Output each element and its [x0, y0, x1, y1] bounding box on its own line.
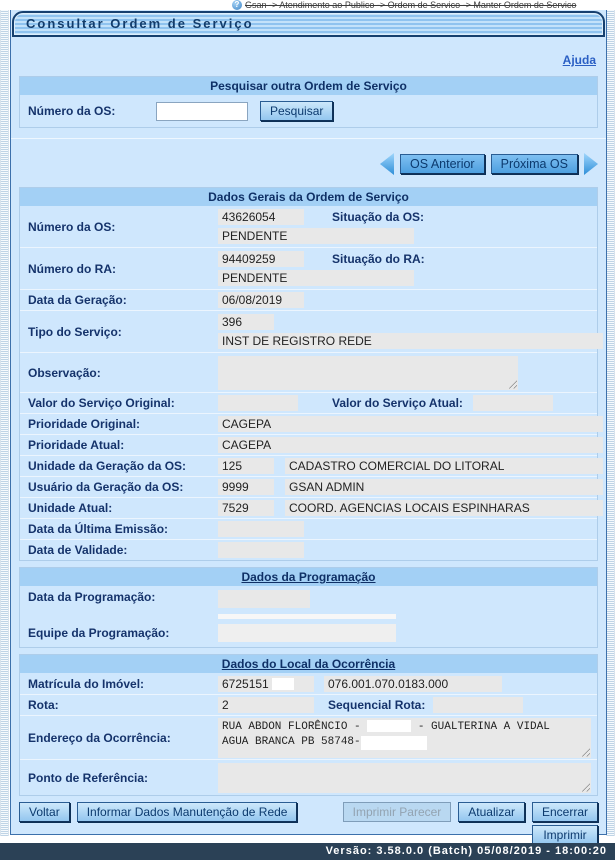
tipo-servico-row	[20, 310, 597, 352]
observacao-row	[20, 352, 597, 392]
valor-atual-value	[473, 395, 553, 411]
situacao-ra-value: PENDENTE	[218, 270, 414, 286]
help-icon[interactable]: ?	[232, 0, 242, 10]
unidade-atual-label: Unidade Atual:	[28, 501, 113, 515]
data-programacao-row	[20, 586, 597, 612]
prioridade-original-row	[20, 413, 597, 434]
local-section-header[interactable]: Dados do Local da Ocorrência	[20, 655, 597, 673]
usuario-geracao-label: Usuário da Geração da OS:	[28, 480, 184, 494]
situacao-os-value: PENDENTE	[218, 228, 414, 244]
valores-row	[20, 392, 597, 413]
rota-label: Rota:	[28, 698, 59, 712]
unidade-atual-code: 7529	[218, 500, 274, 516]
data-ultima-emissao-label: Data da Última Emissão:	[28, 522, 169, 536]
endereco-textarea[interactable]: RUA ABDON FLORÊNCIO - - GUALTERINA A VIDAL AGUA BRANCA PB 58748-	[218, 718, 591, 758]
redaction	[272, 678, 294, 690]
search-section	[19, 76, 598, 128]
observacao-textarea[interactable]	[218, 356, 518, 390]
divider	[11, 138, 606, 139]
usuario-geracao-row	[20, 476, 597, 497]
prioridade-original-value: CAGEPA	[218, 416, 603, 432]
atualizar-button[interactable]: Atualizar	[458, 802, 525, 822]
data-geracao-row	[20, 289, 597, 310]
usuario-geracao-desc: GSAN ADMIN	[285, 479, 603, 495]
data-programacao-label: Data da Programação:	[28, 590, 156, 604]
data-validade-row	[20, 539, 597, 560]
numero-os-row	[20, 206, 597, 247]
numero-ra-row	[20, 247, 597, 289]
unidade-geracao-label: Unidade da Geração da OS:	[28, 459, 187, 473]
numero-ra-label: Número do RA:	[28, 261, 116, 276]
numero-os-value: 43626054	[218, 209, 304, 225]
unidade-geracao-desc: CADASTRO COMERCIAL DO LITORAL	[285, 458, 603, 474]
situacao-os-label: Situação da OS:	[332, 210, 425, 224]
unidade-geracao-code: 125	[218, 458, 274, 474]
imprimir-parecer-button: Imprimir Parecer	[343, 802, 452, 822]
equipe-programacao-row	[20, 619, 597, 647]
valor-original-label: Valor do Serviço Original:	[28, 396, 175, 410]
data-validade-value	[218, 542, 304, 558]
prioridade-atual-label: Prioridade Atual:	[28, 438, 125, 452]
main-panel	[10, 10, 607, 842]
pesquisar-button[interactable]: Pesquisar	[260, 101, 333, 121]
voltar-button[interactable]: Voltar	[19, 802, 70, 822]
sequencial-rota-value	[433, 697, 523, 713]
tipo-servico-label: Tipo do Serviço:	[28, 324, 122, 339]
matricula-value: 6725151	[218, 676, 314, 692]
sequencial-rota-label: Sequencial Rota:	[328, 698, 426, 712]
informar-dados-button[interactable]: Informar Dados Manutenção de Rede	[77, 802, 298, 822]
prioridade-original-label: Prioridade Original:	[28, 417, 141, 431]
breadcrumb-text[interactable]: Gsan -> Atendimento ao Publico -> Ordem de Servico -> Manter Ordem de Servico	[245, 0, 577, 10]
rota-row	[20, 694, 597, 715]
endereco-row	[20, 715, 597, 759]
title-bar	[12, 11, 605, 37]
observacao-label: Observação:	[28, 365, 101, 380]
ponto-referencia-row	[20, 759, 597, 795]
chevron-left-icon[interactable]	[380, 153, 394, 175]
right-edge-texture	[606, 10, 615, 836]
general-section-header: Dados Gerais da Ordem de Serviço	[20, 188, 597, 206]
usuario-geracao-code: 9999	[218, 479, 274, 495]
imprimir-button[interactable]: Imprimir	[532, 825, 598, 845]
data-geracao-value: 06/08/2019	[218, 292, 304, 308]
redaction	[367, 720, 411, 732]
equipe-programacao-label: Equipe da Programação:	[28, 626, 170, 640]
data-programacao-value	[218, 590, 310, 608]
numero-ra-value: 94409259	[218, 251, 304, 267]
local-section	[19, 654, 598, 796]
numero-os-label: Número da OS:	[28, 219, 116, 234]
ponto-referencia-label: Ponto de Referência:	[28, 770, 149, 785]
os-number-label: Número da OS:	[28, 104, 116, 118]
programacao-section-header[interactable]: Dados da Programação	[20, 568, 597, 586]
valor-original-value	[218, 395, 298, 411]
data-ultima-emissao-value	[218, 521, 304, 537]
os-anterior-button[interactable]: OS Anterior	[400, 154, 485, 174]
encerrar-button[interactable]: Encerrar	[532, 802, 598, 822]
unidade-atual-row	[20, 497, 597, 518]
data-validade-label: Data de Validade:	[28, 543, 128, 557]
tipo-servico-code: 396	[218, 314, 274, 330]
os-number-input[interactable]	[156, 102, 248, 121]
data-ultima-emissao-row	[20, 518, 597, 539]
proxima-os-button[interactable]: Próxima OS	[491, 154, 578, 174]
general-section	[19, 187, 598, 561]
tipo-servico-desc: INST DE REGISTRO REDE	[218, 333, 603, 349]
ponto-referencia-textarea[interactable]	[218, 763, 591, 793]
matricula-row	[20, 673, 597, 694]
chevron-right-icon[interactable]	[584, 153, 598, 175]
endereco-label: Endereço da Ocorrência:	[28, 730, 171, 745]
rota-value: 2	[218, 697, 314, 713]
redaction	[361, 736, 427, 750]
version-footer	[0, 843, 615, 860]
help-link[interactable]: Ajuda	[562, 53, 596, 67]
left-edge-texture	[0, 10, 9, 836]
inscricao-value: 076.001.070.0183.000	[324, 676, 502, 692]
prioridade-atual-value: CAGEPA	[218, 437, 603, 453]
version-text: Versão: 3.58.0.0 (Batch) 05/08/2019 - 18:00:20	[325, 845, 607, 857]
valor-atual-label: Valor do Serviço Atual:	[332, 396, 463, 410]
page-title: Consultar Ordem de Serviço	[26, 16, 254, 31]
breadcrumb	[232, 0, 576, 10]
prioridade-atual-row	[20, 434, 597, 455]
data-geracao-label: Data da Geração:	[28, 293, 127, 307]
unidade-geracao-row	[20, 455, 597, 476]
equipe-programacao-value	[218, 624, 396, 642]
situacao-ra-label: Situação do RA:	[332, 252, 425, 266]
programacao-section	[19, 567, 598, 648]
unidade-atual-desc: COORD. AGENCIAS LOCAIS ESPINHARAS	[285, 500, 603, 516]
matricula-label: Matrícula do Imóvel:	[28, 676, 145, 691]
search-section-header: Pesquisar outra Ordem de Serviço	[20, 77, 597, 95]
